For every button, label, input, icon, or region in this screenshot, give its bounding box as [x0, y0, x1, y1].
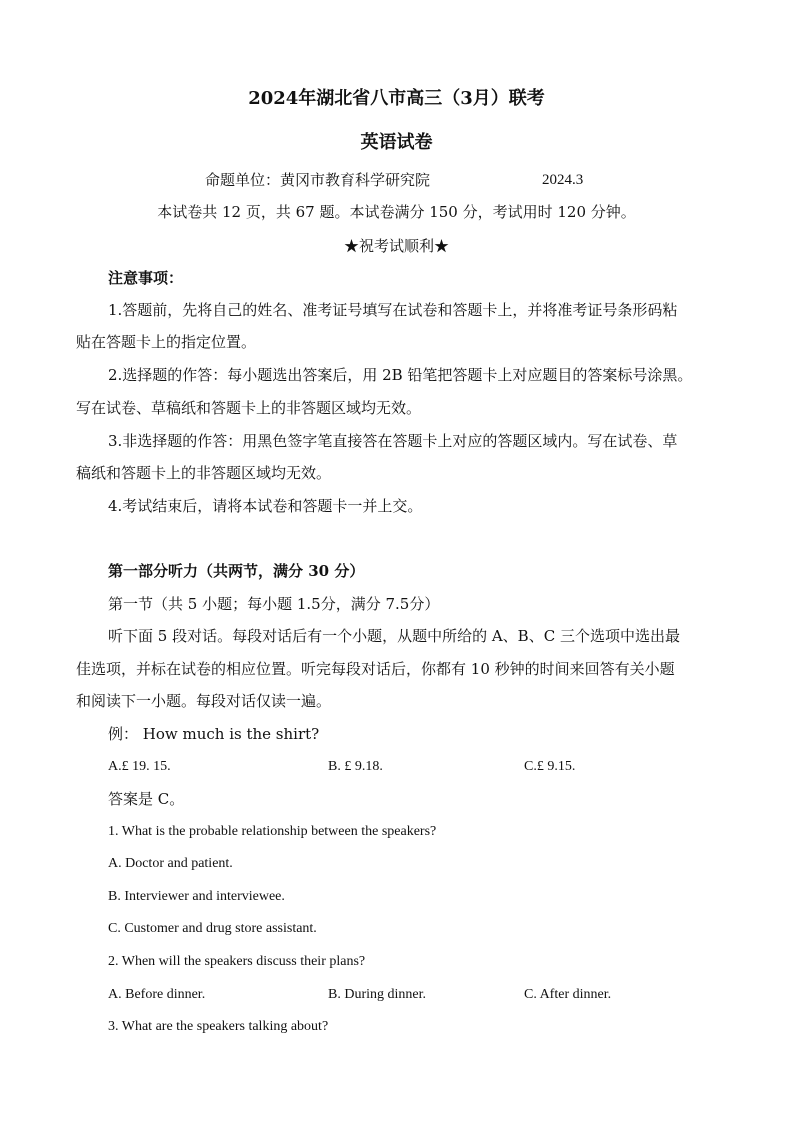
question-2: 2. When will the speakers discuss their plans? — [108, 954, 366, 969]
note-line: 1.答题前，先将自己的姓名、准考证号填写在试卷和答题卡上，并将准考证号条形码粘 — [108, 301, 678, 319]
question-1: 1. What is the probable relationship between the speakers? — [108, 824, 437, 839]
example-option-c: C.£ 9.15. — [524, 759, 576, 774]
example-option-a: A.£ 19. 15. — [108, 759, 171, 774]
note-line: 2.选择题的作答：每小题选出答案后，用 2B 铅笔把答题卡上对应题目的答案标号涂黑。 — [108, 366, 693, 384]
exam-title: 2024年湖北省八市高三（3月）联考 — [248, 88, 545, 109]
exam-date: 2024.3 — [542, 172, 584, 188]
note-line: 4.考试结束后，请将本试卷和答题卡一并上交。 — [108, 497, 423, 515]
q1-option-b: B. Interviewer and interviewee. — [108, 889, 285, 904]
instruction-line: 听下面 5 段对话。每段对话后有一个小题，从题中所给的 A、B、C 三个选项中选出最 — [108, 627, 680, 645]
q2-option-a: A. Before dinner. — [108, 987, 206, 1002]
wish-text: ★祝考试顺利★ — [343, 237, 449, 255]
notes-heading: 注意事项： — [108, 269, 184, 287]
q1-option-a: A. Doctor and patient. — [108, 856, 233, 871]
example-question: 例： How much is the shirt? — [108, 725, 320, 743]
exam-info: 本试卷共 12 页，共 67 题。本试卷满分 150 分，考试用时 120 分钟。 — [157, 203, 636, 221]
question-3: 3. What are the speakers talking about? — [108, 1019, 329, 1034]
instruction-line: 和阅读下一小题。每段对话仅读一遍。 — [76, 692, 332, 710]
org-label: 命题单位：黄冈市教育科学研究院 — [205, 171, 431, 189]
part1-heading: 第一部分听力（共两节，满分 30 分） — [108, 562, 365, 580]
instruction-line: 佳选项，并标在试卷的相应位置。听完每段对话后，你都有 10 秒钟的时间来回答有关小题 — [76, 660, 675, 678]
q2-option-c: C. After dinner. — [524, 987, 612, 1002]
exam-subtitle: 英语试卷 — [360, 132, 433, 153]
example-option-b: B. £ 9.18. — [328, 759, 383, 774]
note-line: 3.非选择题的作答：用黑色签字笔直接答在答题卡上对应的答题区域内。写在试卷、草 — [108, 432, 678, 450]
example-answer: 答案是 C。 — [108, 790, 185, 808]
note-line: 贴在答题卡上的指定位置。 — [76, 333, 257, 351]
section1-heading: 第一节（共 5 小题；每小题 1.5分，满分 7.5分） — [108, 595, 440, 613]
note-line: 写在试卷、草稿纸和答题卡上的非答题区域均无效。 — [76, 399, 422, 417]
q2-option-b: B. During dinner. — [328, 987, 426, 1002]
note-line: 稿纸和答题卡上的非答题区域均无效。 — [76, 464, 332, 482]
q1-option-c: C. Customer and drug store assistant. — [108, 921, 317, 936]
